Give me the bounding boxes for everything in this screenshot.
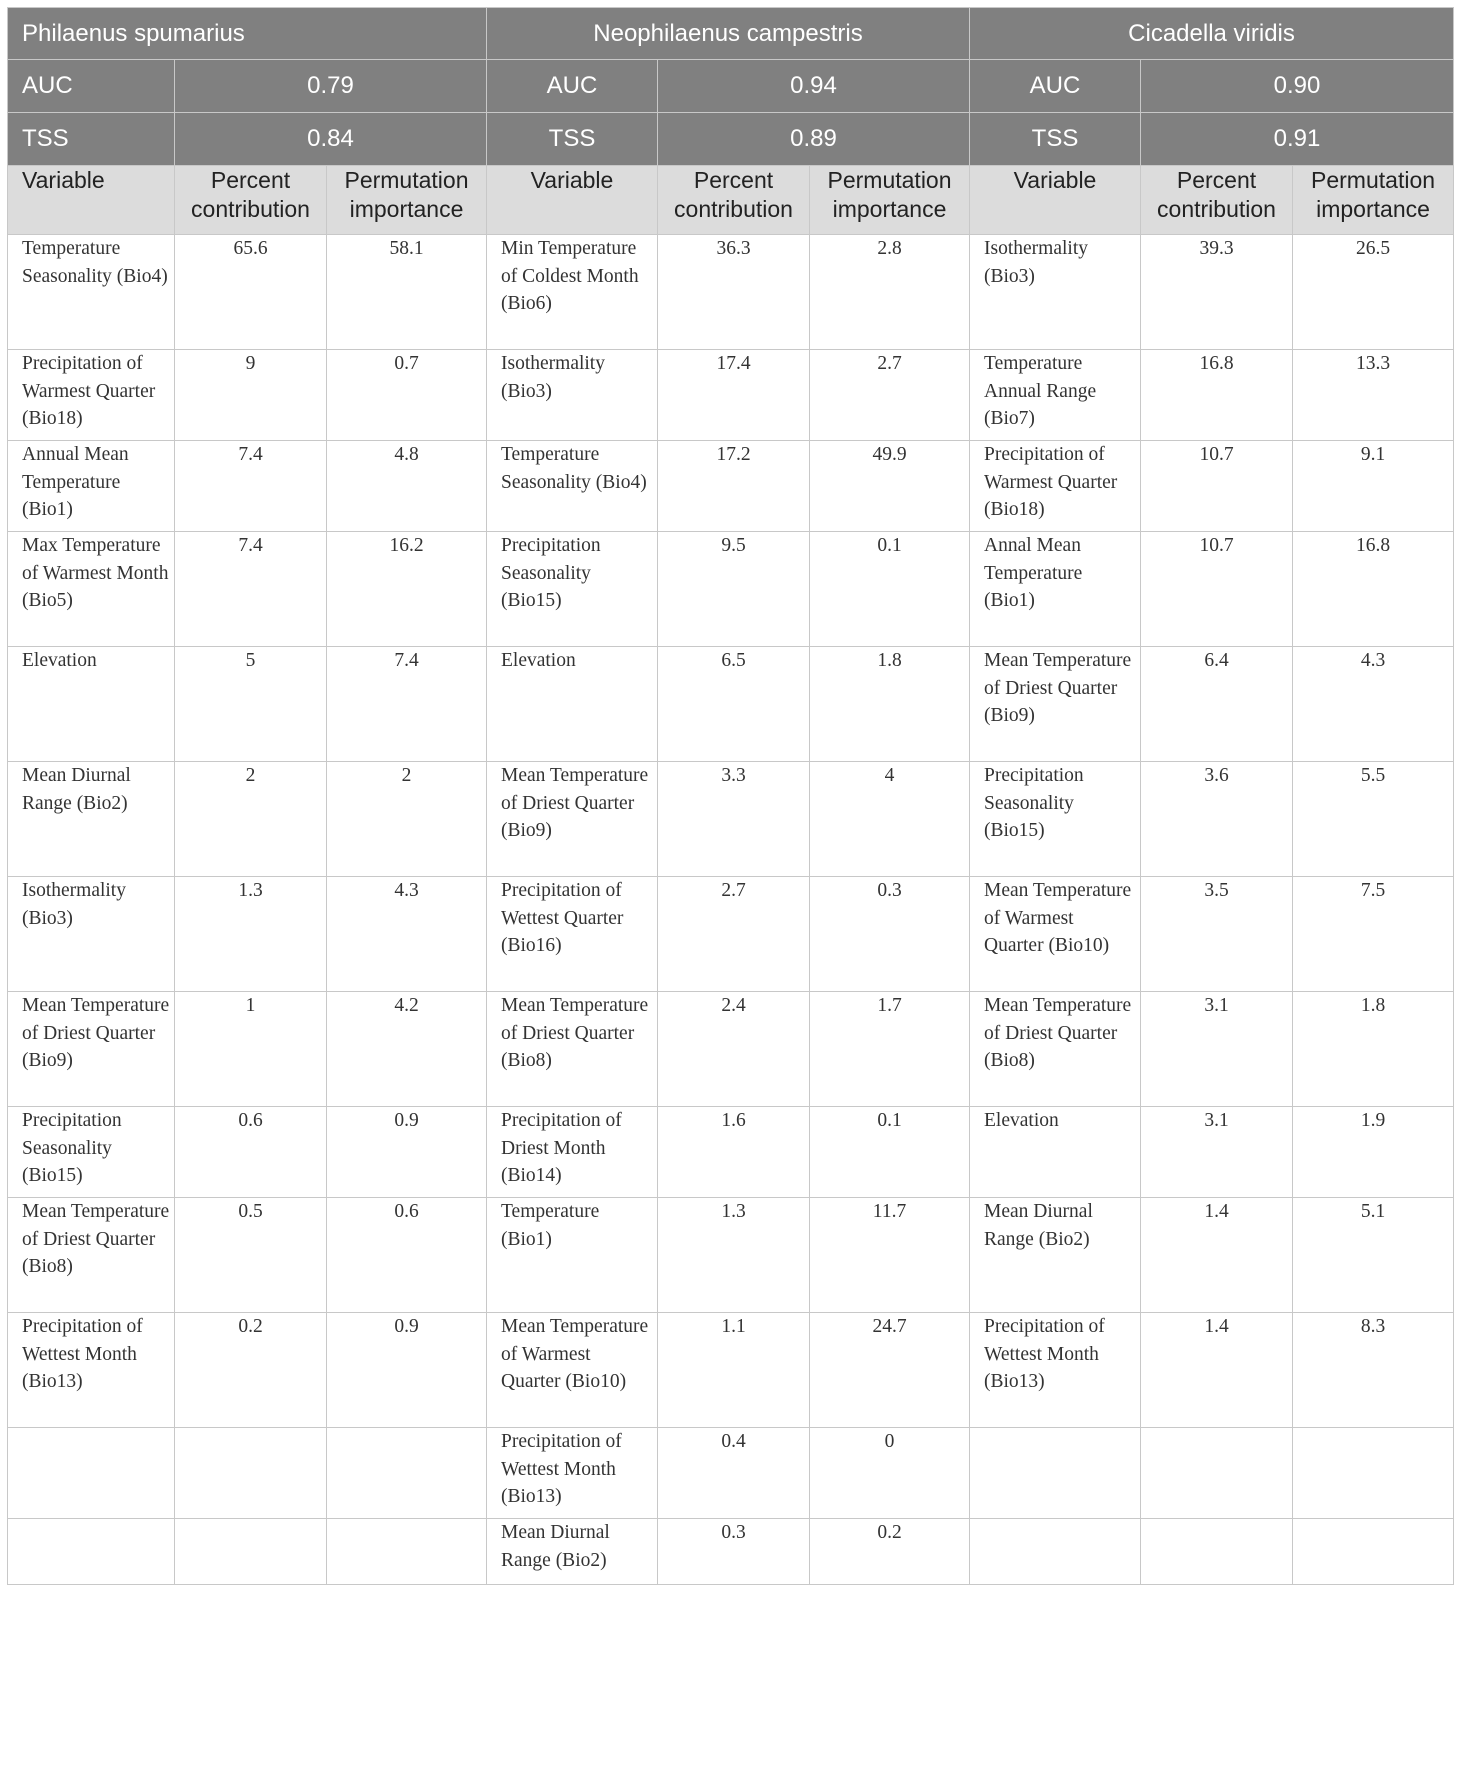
variable-cell: Precipitation of Warmest Quarter (Bio18) <box>8 350 175 441</box>
metric-value: 0.90 <box>1141 60 1454 113</box>
column-header-percent: Percent contribution <box>658 166 810 235</box>
percent-contribution-cell: 7.4 <box>175 441 327 532</box>
permutation-importance-cell: 7.4 <box>327 647 487 762</box>
permutation-importance-cell: 1.8 <box>810 647 970 762</box>
percent-contribution-cell: 1 <box>175 992 327 1107</box>
percent-contribution-cell: 10.7 <box>1141 441 1293 532</box>
variable-contribution-table <box>7 7 1454 1585</box>
metric-label: AUC <box>970 60 1141 113</box>
permutation-importance-cell: 7.5 <box>1293 877 1454 992</box>
variable-cell: Isothermality (Bio3) <box>487 350 658 441</box>
percent-contribution-cell: 65.6 <box>175 235 327 350</box>
permutation-importance-cell: 2.7 <box>810 350 970 441</box>
permutation-importance-cell: 26.5 <box>1293 235 1454 350</box>
variable-cell: Isothermality (Bio3) <box>8 877 175 992</box>
permutation-importance-cell: 0.2 <box>810 1519 970 1585</box>
permutation-importance-cell: 0 <box>810 1428 970 1519</box>
variable-cell: Mean Temperature of Driest Quarter (Bio8) <box>487 992 658 1107</box>
percent-contribution-cell: 1.3 <box>175 877 327 992</box>
permutation-importance-cell: 4.3 <box>327 877 487 992</box>
variable-cell: Temperature Seasonality (Bio4) <box>8 235 175 350</box>
permutation-importance-cell: 4.8 <box>327 441 487 532</box>
table-row <box>8 992 1454 1107</box>
column-header-permutation: Permutation importance <box>810 166 970 235</box>
variable-cell: Annal Mean Temperature (Bio1) <box>970 532 1141 647</box>
table-row <box>8 235 1454 350</box>
metric-value: 0.84 <box>175 113 487 166</box>
column-header-variable: Variable <box>8 166 175 235</box>
permutation-importance-cell: 4 <box>810 762 970 877</box>
percent-contribution-cell: 2.4 <box>658 992 810 1107</box>
species-name: Philaenus spumarius <box>8 8 487 60</box>
percent-contribution-cell: 39.3 <box>1141 235 1293 350</box>
variable-cell: Mean Temperature of Driest Quarter (Bio9) <box>487 762 658 877</box>
metric-value: 0.94 <box>658 60 970 113</box>
variable-cell <box>8 1519 175 1585</box>
metric-label: AUC <box>8 60 175 113</box>
percent-contribution-cell: 6.4 <box>1141 647 1293 762</box>
variable-cell: Elevation <box>487 647 658 762</box>
percent-contribution-cell: 16.8 <box>1141 350 1293 441</box>
permutation-importance-cell: 0.1 <box>810 1107 970 1198</box>
variable-cell: Mean Temperature of Driest Quarter (Bio8) <box>8 1198 175 1313</box>
percent-contribution-cell: 1.4 <box>1141 1198 1293 1313</box>
permutation-importance-cell: 49.9 <box>810 441 970 532</box>
percent-contribution-cell: 0.4 <box>658 1428 810 1519</box>
species-name: Neophilaenus campestris <box>487 8 970 60</box>
permutation-importance-cell: 1.7 <box>810 992 970 1107</box>
table-row <box>8 1519 1454 1585</box>
permutation-importance-cell: 5.1 <box>1293 1198 1454 1313</box>
percent-contribution-cell <box>175 1519 327 1585</box>
permutation-importance-cell: 1.9 <box>1293 1107 1454 1198</box>
percent-contribution-cell: 3.1 <box>1141 1107 1293 1198</box>
metric-label: TSS <box>970 113 1141 166</box>
column-header-permutation: Permutation importance <box>1293 166 1454 235</box>
variable-cell: Mean Temperature of Driest Quarter (Bio9) <box>970 647 1141 762</box>
permutation-importance-cell: 58.1 <box>327 235 487 350</box>
metric-row-auc <box>8 60 1454 113</box>
table-row <box>8 1198 1454 1313</box>
column-header-variable: Variable <box>487 166 658 235</box>
variable-cell <box>970 1428 1141 1519</box>
percent-contribution-cell: 2.7 <box>658 877 810 992</box>
table-row <box>8 1313 1454 1428</box>
variable-cell: Precipitation of Driest Month (Bio14) <box>487 1107 658 1198</box>
permutation-importance-cell: 16.8 <box>1293 532 1454 647</box>
permutation-importance-cell: 4.2 <box>327 992 487 1107</box>
variable-cell: Mean Diurnal Range (Bio2) <box>970 1198 1141 1313</box>
permutation-importance-cell: 11.7 <box>810 1198 970 1313</box>
permutation-importance-cell: 9.1 <box>1293 441 1454 532</box>
results-table-container <box>7 7 1453 1585</box>
percent-contribution-cell: 0.6 <box>175 1107 327 1198</box>
permutation-importance-cell: 1.8 <box>1293 992 1454 1107</box>
percent-contribution-cell: 3.1 <box>1141 992 1293 1107</box>
percent-contribution-cell: 7.4 <box>175 532 327 647</box>
variable-cell <box>8 1428 175 1519</box>
table-row <box>8 877 1454 992</box>
permutation-importance-cell: 8.3 <box>1293 1313 1454 1428</box>
metric-value: 0.79 <box>175 60 487 113</box>
column-header-percent: Percent contribution <box>175 166 327 235</box>
permutation-importance-cell: 5.5 <box>1293 762 1454 877</box>
column-header-row <box>8 166 1454 235</box>
percent-contribution-cell: 3.3 <box>658 762 810 877</box>
percent-contribution-cell: 1.3 <box>658 1198 810 1313</box>
percent-contribution-cell: 6.5 <box>658 647 810 762</box>
permutation-importance-cell: 0.3 <box>810 877 970 992</box>
variable-cell: Precipitation of Wettest Month (Bio13) <box>970 1313 1141 1428</box>
percent-contribution-cell: 17.4 <box>658 350 810 441</box>
permutation-importance-cell <box>327 1519 487 1585</box>
table-body <box>8 235 1454 1585</box>
species-name: Cicadella viridis <box>970 8 1454 60</box>
variable-cell: Max Temperature of Warmest Month (Bio5) <box>8 532 175 647</box>
variable-cell: Min Temperature of Coldest Month (Bio6) <box>487 235 658 350</box>
variable-cell <box>970 1519 1141 1585</box>
percent-contribution-cell: 3.5 <box>1141 877 1293 992</box>
permutation-importance-cell <box>327 1428 487 1519</box>
variable-cell: Temperature (Bio1) <box>487 1198 658 1313</box>
permutation-importance-cell: 0.9 <box>327 1107 487 1198</box>
table-row <box>8 532 1454 647</box>
percent-contribution-cell: 36.3 <box>658 235 810 350</box>
permutation-importance-cell: 0.7 <box>327 350 487 441</box>
variable-cell: Mean Temperature of Warmest Quarter (Bio10) <box>487 1313 658 1428</box>
variable-cell: Elevation <box>8 647 175 762</box>
variable-cell: Annual Mean Temperature (Bio1) <box>8 441 175 532</box>
percent-contribution-cell: 9 <box>175 350 327 441</box>
column-header-permutation: Permutation importance <box>327 166 487 235</box>
variable-cell: Mean Temperature of Driest Quarter (Bio9) <box>8 992 175 1107</box>
percent-contribution-cell <box>1141 1519 1293 1585</box>
variable-cell: Mean Diurnal Range (Bio2) <box>8 762 175 877</box>
variable-cell: Precipitation Seasonality (Bio15) <box>487 532 658 647</box>
variable-cell: Precipitation of Warmest Quarter (Bio18) <box>970 441 1141 532</box>
percent-contribution-cell: 5 <box>175 647 327 762</box>
variable-cell: Precipitation of Wettest Month (Bio13) <box>487 1428 658 1519</box>
permutation-importance-cell: 2.8 <box>810 235 970 350</box>
permutation-importance-cell: 24.7 <box>810 1313 970 1428</box>
permutation-importance-cell: 0.9 <box>327 1313 487 1428</box>
metric-row-tss <box>8 113 1454 166</box>
permutation-importance-cell: 2 <box>327 762 487 877</box>
permutation-importance-cell: 0.6 <box>327 1198 487 1313</box>
metric-value: 0.91 <box>1141 113 1454 166</box>
percent-contribution-cell: 1.1 <box>658 1313 810 1428</box>
variable-cell: Elevation <box>970 1107 1141 1198</box>
metric-value: 0.89 <box>658 113 970 166</box>
percent-contribution-cell: 1.6 <box>658 1107 810 1198</box>
variable-cell: Mean Temperature of Driest Quarter (Bio8) <box>970 992 1141 1107</box>
table-row <box>8 647 1454 762</box>
variable-cell: Precipitation of Wettest Month (Bio13) <box>8 1313 175 1428</box>
table-row <box>8 441 1454 532</box>
percent-contribution-cell: 2 <box>175 762 327 877</box>
table-row <box>8 1107 1454 1198</box>
metric-label: AUC <box>487 60 658 113</box>
percent-contribution-cell: 0.5 <box>175 1198 327 1313</box>
permutation-importance-cell <box>1293 1519 1454 1585</box>
permutation-importance-cell <box>1293 1428 1454 1519</box>
table-row <box>8 1428 1454 1519</box>
percent-contribution-cell: 0.3 <box>658 1519 810 1585</box>
percent-contribution-cell: 0.2 <box>175 1313 327 1428</box>
column-header-percent: Percent contribution <box>1141 166 1293 235</box>
variable-cell: Temperature Annual Range (Bio7) <box>970 350 1141 441</box>
percent-contribution-cell: 17.2 <box>658 441 810 532</box>
percent-contribution-cell <box>1141 1428 1293 1519</box>
variable-cell: Precipitation of Wettest Quarter (Bio16) <box>487 877 658 992</box>
variable-cell: Precipitation Seasonality (Bio15) <box>970 762 1141 877</box>
percent-contribution-cell: 3.6 <box>1141 762 1293 877</box>
species-header-row <box>8 8 1454 60</box>
variable-cell: Temperature Seasonality (Bio4) <box>487 441 658 532</box>
percent-contribution-cell: 1.4 <box>1141 1313 1293 1428</box>
variable-cell: Mean Diurnal Range (Bio2) <box>487 1519 658 1585</box>
table-row <box>8 762 1454 877</box>
variable-cell: Isothermality (Bio3) <box>970 235 1141 350</box>
percent-contribution-cell <box>175 1428 327 1519</box>
permutation-importance-cell: 0.1 <box>810 532 970 647</box>
permutation-importance-cell: 4.3 <box>1293 647 1454 762</box>
column-header-variable: Variable <box>970 166 1141 235</box>
percent-contribution-cell: 9.5 <box>658 532 810 647</box>
metric-label: TSS <box>487 113 658 166</box>
variable-cell: Mean Temperature of Warmest Quarter (Bio10) <box>970 877 1141 992</box>
table-row <box>8 350 1454 441</box>
variable-cell: Precipitation Seasonality (Bio15) <box>8 1107 175 1198</box>
percent-contribution-cell: 10.7 <box>1141 532 1293 647</box>
permutation-importance-cell: 13.3 <box>1293 350 1454 441</box>
permutation-importance-cell: 16.2 <box>327 532 487 647</box>
metric-label: TSS <box>8 113 175 166</box>
